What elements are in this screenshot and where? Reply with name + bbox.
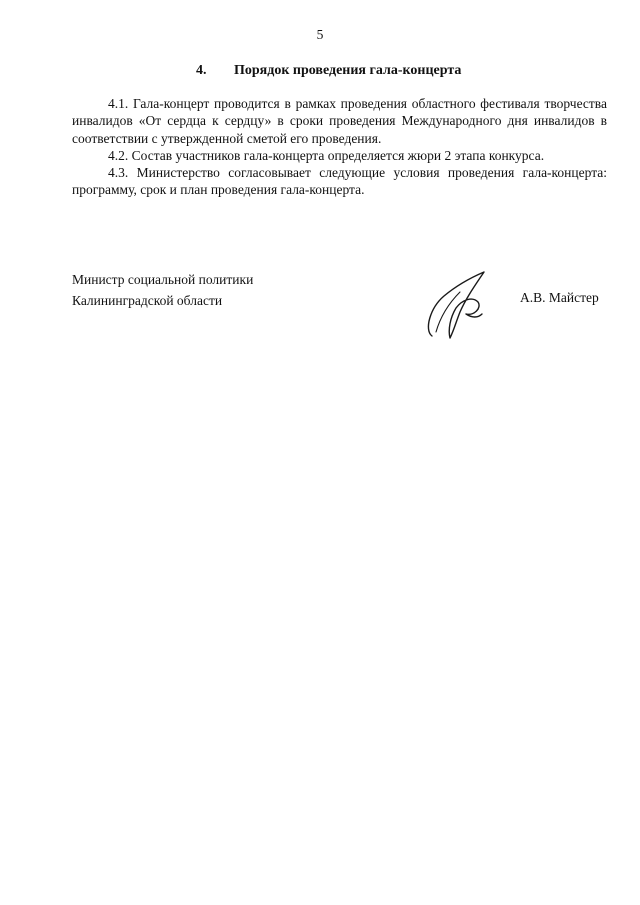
paragraph-4-3: 4.3. Министерство согласовывает следующие условия проведения гала-концерта: программу, срок и план проведения гала-концерта.	[72, 165, 607, 198]
page-number: 5	[316, 27, 324, 42]
section-body	[72, 95, 607, 199]
signer-name: А.В. Майстер	[520, 290, 599, 305]
handwritten-signature	[420, 268, 500, 344]
signatory-position-line2: Калининградской области	[72, 293, 223, 308]
paragraph-4-2: 4.2. Состав участников гала-концерта определяется жюри 2 этапа конкурса.	[108, 147, 545, 163]
section-title: Порядок проведения гала-концерта	[234, 63, 462, 78]
signatory-position	[72, 269, 253, 311]
paragraph-4-1: 4.1. Гала-концерт проводится в рамках проведения областного фестиваля творчества инвалидов «От сердца к сердцу» в сроки проведения Международного дня инвалидов в соответствии с утвержденной сметой его проведения.	[72, 96, 607, 146]
section-number: 4.	[196, 63, 207, 78]
signatory-position-line1: Министр социальной политики	[72, 272, 254, 287]
